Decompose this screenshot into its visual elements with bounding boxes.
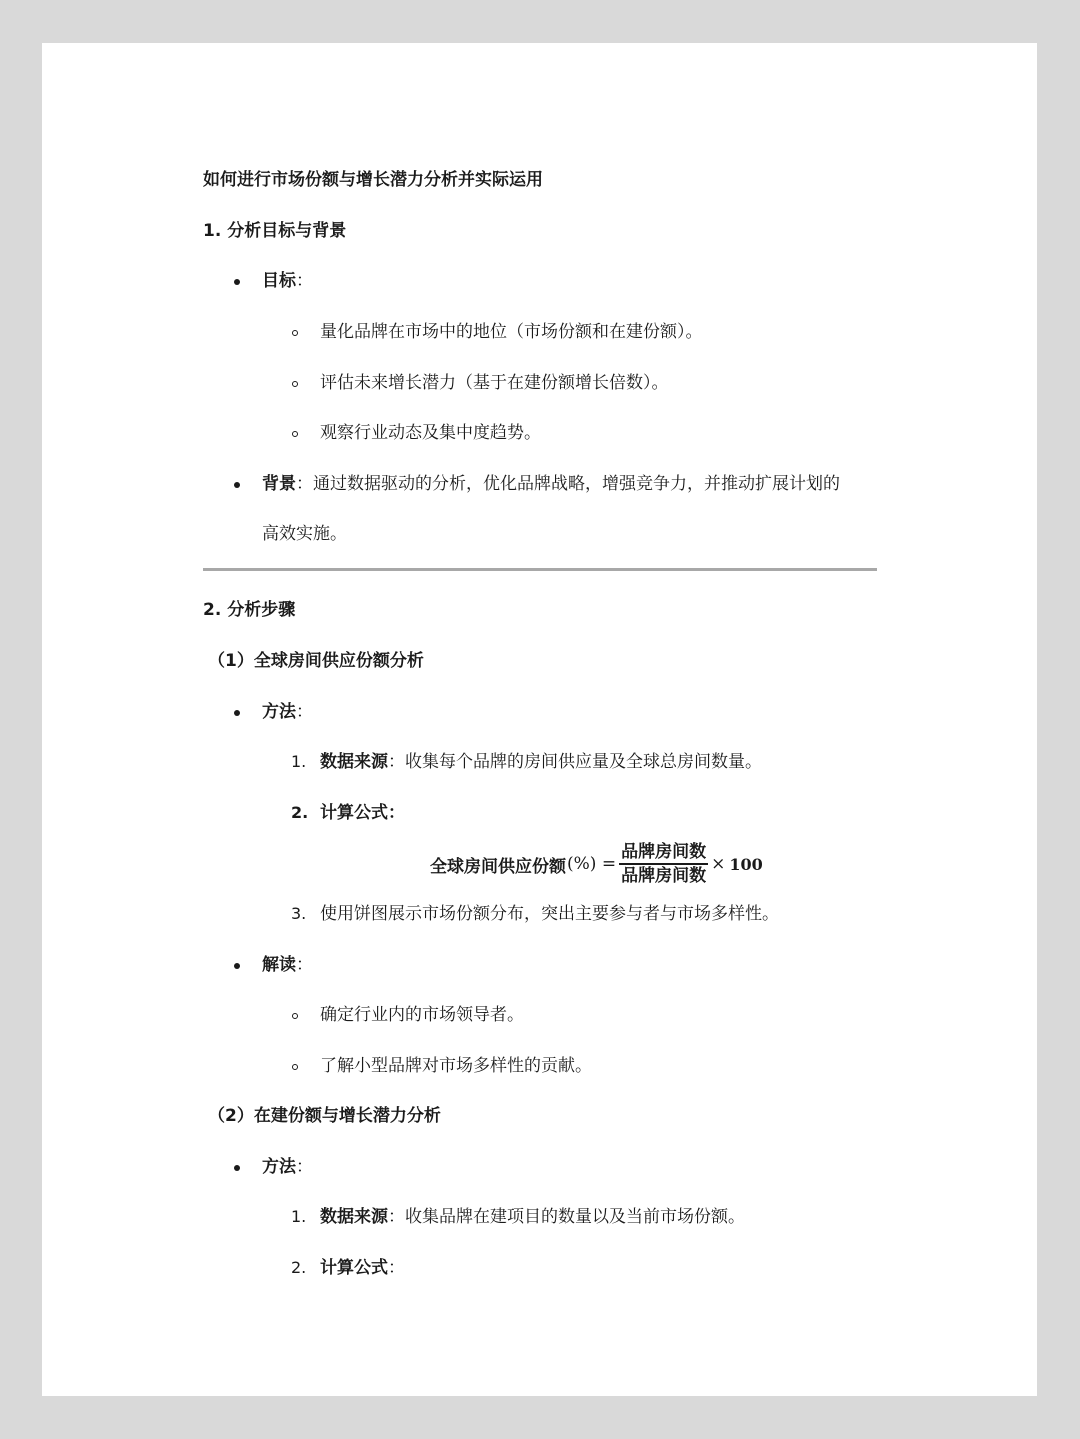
interpretation-item: 确定行业内的市场领导者。 [320,1005,524,1025]
formula-factor: 100 [729,854,763,874]
step-label: 数据来源 [320,752,388,772]
formula-denominator: 品牌房间数 [621,865,707,886]
circle-bullet-icon [292,381,298,387]
interpretation-colon: ： [296,955,313,975]
bullet-icon [234,963,240,969]
interpretation-label-row [262,953,313,977]
step-text: ：收集每个品牌的房间供应量及全球总房间数量。 [388,752,762,772]
interpretation-item: 了解小型品牌对市场多样性的贡献。 [320,1056,592,1076]
goal-item: 量化品牌在市场中的地位（市场份额和在建份额）。 [320,322,703,342]
circle-bullet-icon [292,330,298,336]
bullet-icon [234,710,240,716]
background-label: 背景 [262,474,296,494]
formula-numerator: 品牌房间数 [621,842,707,863]
subsection-1-heading: （1）全球房间供应份额分析 [208,651,424,671]
method-label-row [262,1155,313,1179]
step-colon: ： [388,1258,405,1278]
interpretation-label: 解读 [262,955,296,975]
circle-bullet-icon [292,1064,298,1070]
step-formula-label: 计算公式： [320,803,405,823]
step-label: 计算公式 [320,1258,388,1278]
step-pie-chart: 使用饼图展示市场份额分布，突出主要参与者与市场多样性。 [320,904,779,924]
step-number: 2. [291,803,309,822]
document-title: 如何进行市场份额与增长潜力分析并实际运用 [203,170,543,190]
step-label: 数据来源 [320,1207,388,1227]
background-text: ：通过数据驱动的分析，优化品牌战略，增强竞争力，并推动扩展计划的 [296,474,840,494]
formula-fraction [619,841,708,887]
section-1-heading: 1. 分析目标与背景 [203,221,347,241]
method-label-row [262,700,313,724]
formula [430,838,763,890]
goal-colon: ： [296,271,313,291]
step-data-source [320,750,762,774]
step-data-source [320,1205,745,1229]
formula-lhs: 全球房间供应份额 [430,856,566,877]
goal-label-row [262,269,313,293]
horizontal-divider [203,568,877,571]
background-line-2: 高效实施。 [262,524,347,544]
step-number: 1. [291,752,307,771]
document-page [42,43,1037,1396]
goal-item: 评估未来增长潜力（基于在建份额增长倍数）。 [320,373,669,393]
formula-times: × [711,854,726,874]
step-number: 1. [291,1207,307,1226]
method-label: 方法 [262,702,296,722]
circle-bullet-icon [292,1013,298,1019]
section-2-heading: 2. 分析步骤 [203,600,296,620]
method-colon: ： [296,702,313,722]
bullet-icon [234,279,240,285]
bullet-icon [234,482,240,488]
background-line-1 [262,472,840,496]
step-formula-label [320,1256,405,1280]
bullet-icon [234,1165,240,1171]
circle-bullet-icon [292,431,298,437]
goal-label: 目标 [262,271,296,291]
method-label: 方法 [262,1157,296,1177]
formula-unit: (%) = [567,854,617,874]
subsection-2-heading: （2）在建份额与增长潜力分析 [208,1106,441,1126]
step-number: 2. [291,1258,307,1277]
method-colon: ： [296,1157,313,1177]
goal-item: 观察行业动态及集中度趋势。 [320,423,541,443]
step-text: ：收集品牌在建项目的数量以及当前市场份额。 [388,1207,745,1227]
step-number: 3. [291,904,307,923]
